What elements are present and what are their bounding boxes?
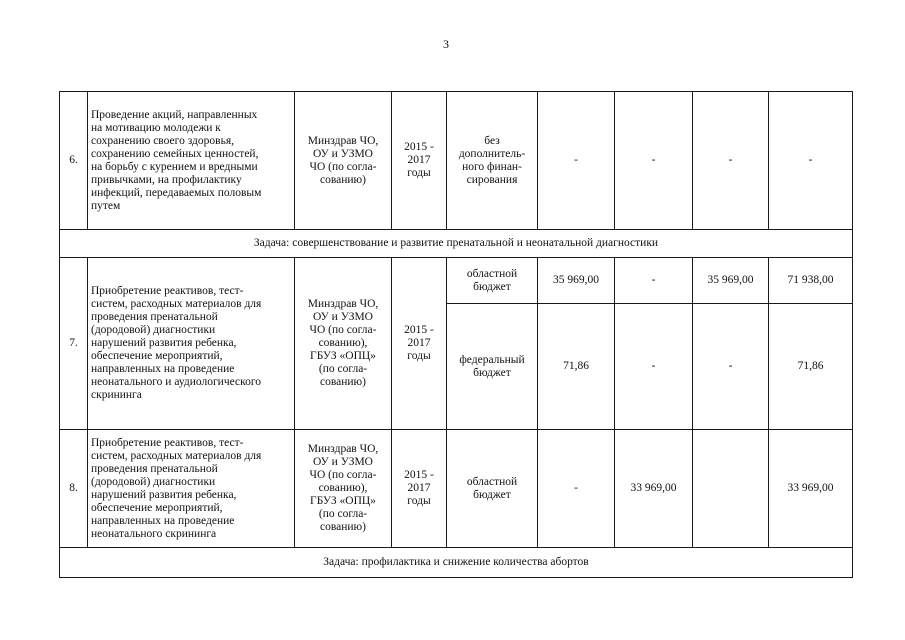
value-cell: 71,86 [538, 304, 615, 430]
term: 2015 - 2017 годы [392, 92, 447, 230]
funding-source: областной бюджет [447, 430, 538, 548]
value-cell: 33 969,00 [615, 430, 693, 548]
row-number: 6. [60, 92, 88, 230]
event-description: Проведение акций, направленных на мотивацию молодежи к сохранению своего здоровья, сохранению семейных ценностей, на борьбу с курением и вредными привычками, на профилактику инфекций, передаваемых половым путем [88, 92, 295, 230]
table-row [60, 258, 853, 304]
value-cell: - [615, 92, 693, 230]
executor: Минздрав ЧО, ОУ и УЗМО ЧО (по согла- сованию), ГБУЗ «ОПЦ» (по согла- сованию) [295, 258, 392, 430]
task-row [60, 548, 853, 578]
event-description: Приобретение реактивов, тест- систем, расходных материалов для проведения пренатальной (дородовой) диагностики нарушений развития ребенка, обеспечение мероприятий, направленных на проведение неонатального и аудиологического скрининга [88, 258, 295, 430]
task-heading: Задача: совершенствование и развитие пренатальной и неонатальной диагностики [60, 230, 853, 258]
value-cell: 71 938,00 [769, 258, 853, 304]
funding-source: федеральный бюджет [447, 304, 538, 430]
row-number: 7. [60, 258, 88, 430]
value-cell: - [615, 258, 693, 304]
table-row [60, 430, 853, 548]
row-number: 8. [60, 430, 88, 548]
executor: Минздрав ЧО, ОУ и УЗМО ЧО (по согла- сованию), ГБУЗ «ОПЦ» (по согла- сованию) [295, 430, 392, 548]
value-cell [693, 430, 769, 548]
page-number: 3 [443, 37, 449, 51]
value-cell: - [693, 92, 769, 230]
value-cell: - [693, 304, 769, 430]
value-cell: 35 969,00 [538, 258, 615, 304]
program-activities-table [59, 91, 853, 578]
term: 2015 - 2017 годы [392, 258, 447, 430]
value-cell: - [769, 92, 853, 230]
task-heading: Задача: профилактика и снижение количества абортов [60, 548, 853, 578]
value-cell: - [615, 304, 693, 430]
term: 2015 - 2017 годы [392, 430, 447, 548]
value-cell: 33 969,00 [769, 430, 853, 548]
event-description: Приобретение реактивов, тест- систем, расходных материалов для проведения пренатальной (дородовой) диагностики нарушений развития ребенка, обеспечение мероприятий, направленных на проведение неонатального скрининга [88, 430, 295, 548]
value-cell: 35 969,00 [693, 258, 769, 304]
funding-source: областной бюджет [447, 258, 538, 304]
funding-source: без дополнитель- ного финан- сирования [447, 92, 538, 230]
task-row [60, 230, 853, 258]
value-cell: 71,86 [769, 304, 853, 430]
table-row [60, 92, 853, 230]
executor: Минздрав ЧО, ОУ и УЗМО ЧО (по согла- сованию) [295, 92, 392, 230]
value-cell: - [538, 92, 615, 230]
value-cell: - [538, 430, 615, 548]
